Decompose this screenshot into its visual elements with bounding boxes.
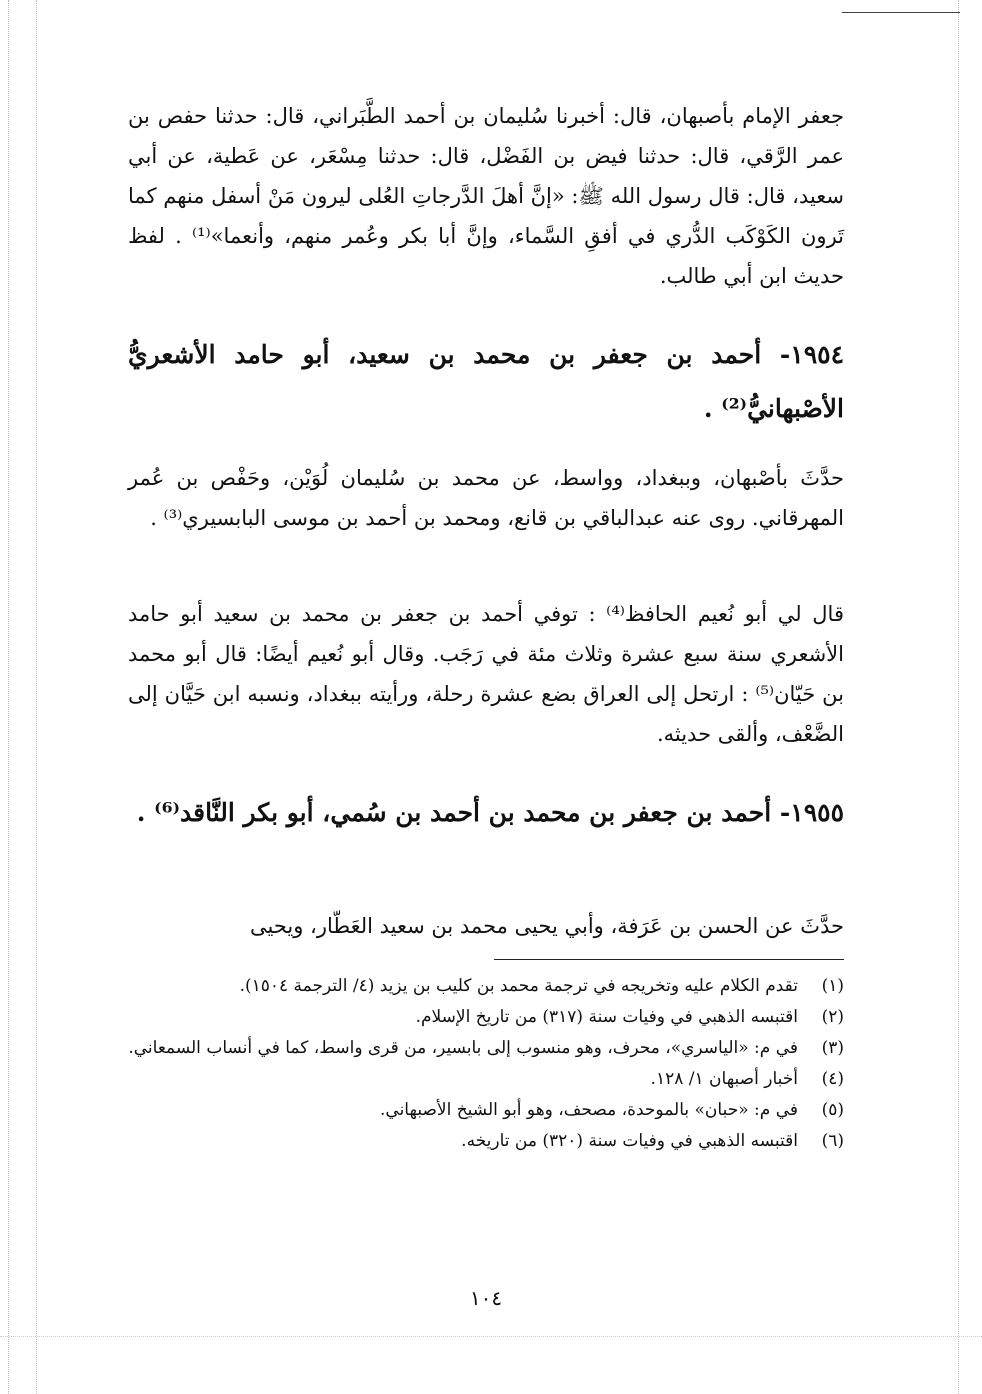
footnote-text: في م: «حبان» بالموحدة، مصحف، وهو أبو الشيخ الأصبهاني. [380,1100,798,1120]
scan-guide-bottom [0,1336,982,1337]
footnote-number: (١) [821,976,844,996]
footnote [128,1003,844,1031]
footnote-number: (٦) [821,1131,844,1151]
footnote [128,972,844,1000]
footnote [128,1034,844,1062]
footnote [128,1127,844,1155]
top-rule [842,12,960,13]
footnote-number: (٤) [821,1069,844,1089]
footnotes [128,972,844,1158]
entry-heading-1955: ١٩٥٥- أحمد بن جعفر بن محمد بن أحمد بن سُمي، أبو بكر النَّاقد⁽⁶⁾ . [136,798,844,827]
footnote-number: (٥) [821,1100,844,1120]
footnote-number: (٢) [821,1007,844,1027]
footnote-separator [494,959,844,960]
scan-guide-left-inner [36,0,37,1394]
footnote [128,1065,844,1093]
paragraph-entry-1955: حدَّثَ عن الحسن بن عَرَفة، وأبي يحيى محمد بن سعيد العَطّار، ويحيى [250,914,844,938]
paragraph-hadith: جعفر الإمام بأصبهان، قال: أخبرنا سُليمان بن أحمد الطَّبَراني، قال: حدثنا حفص بن عمر الرَّقي، قال: حدثنا فيض بن الفَضْل، قال: حدثنا مِسْعَر، عن عَطية، عن أبي سعيد، قال: قال رسول الله ﷺ: «إنَّ أهلَ الدَّرجاتِ العُلى ليرون مَنْ أسفل منهم كما تَرون الكَوْكَب الدُّري في أفقِ السَّماء، وإنَّ أبا بكر وعُمر منهم، وأنعما»⁽¹⁾ . لفظ حديث ابن أبي طالب. [128,104,844,288]
paragraph-entry-1954-narrators: حدَّثَ بأصْبهان، وببغداد، وواسط، عن محمد بن سُليمان لُوَيْن، وحَفْص بن عُمر المهرقاني. روى عنه عبدالباقي بن قانع، ومحمد بن أحمد بن موسى البابسيري⁽³⁾ . [128,466,844,530]
footnote-text: تقدم الكلام عليه وتخريجه في ترجمة محمد بن كليب بن يزيد (٤/ الترجمة ١٥٠٤). [239,976,798,996]
footnote-text: في م: «الياسري»، محرف، وهو منسوب إلى بابسير، من قرى واسط، كما في أنساب السمعاني. [128,1038,798,1058]
paragraph-entry-1954-death: قال لي أبو نُعيم الحافظ⁽⁴⁾ : توفي أحمد بن جعفر بن محمد بن سعيد أبو حامد الأشعري سنة سبع عشرة وثلاث مئة في رَجَب. وقال أبو نُعيم أيضًا: قال أبو محمد بن حَيّان⁽⁵⁾ : ارتحل إلى العراق بضع عشرة رحلة، ورأيته ببغداد، ونسبه ابن حَيَّان إلى الضَّعْف، وألقى حديثه. [128,602,844,746]
footnote-text: اقتبسه الذهبي في وفيات سنة (٣٢٠) من تاريخه. [461,1131,798,1151]
footnote-number: (٣) [821,1038,844,1058]
page-number: ١٠٤ [469,1286,503,1310]
scan-guide-right [958,0,959,1394]
footnote-text: اقتبسه الذهبي في وفيات سنة (٣١٧) من تاريخ الإسلام. [415,1007,798,1027]
scan-guide-left [8,0,9,1394]
entry-heading-1954: ١٩٥٤- أحمد بن جعفر بن محمد بن سعيد، أبو حامد الأشعريُّ الأصْبهانيُّ⁽²⁾ . [128,340,844,423]
footnote [128,1096,844,1124]
footnote-text: أخبار أصبهان ١/ ١٢٨. [650,1069,798,1089]
